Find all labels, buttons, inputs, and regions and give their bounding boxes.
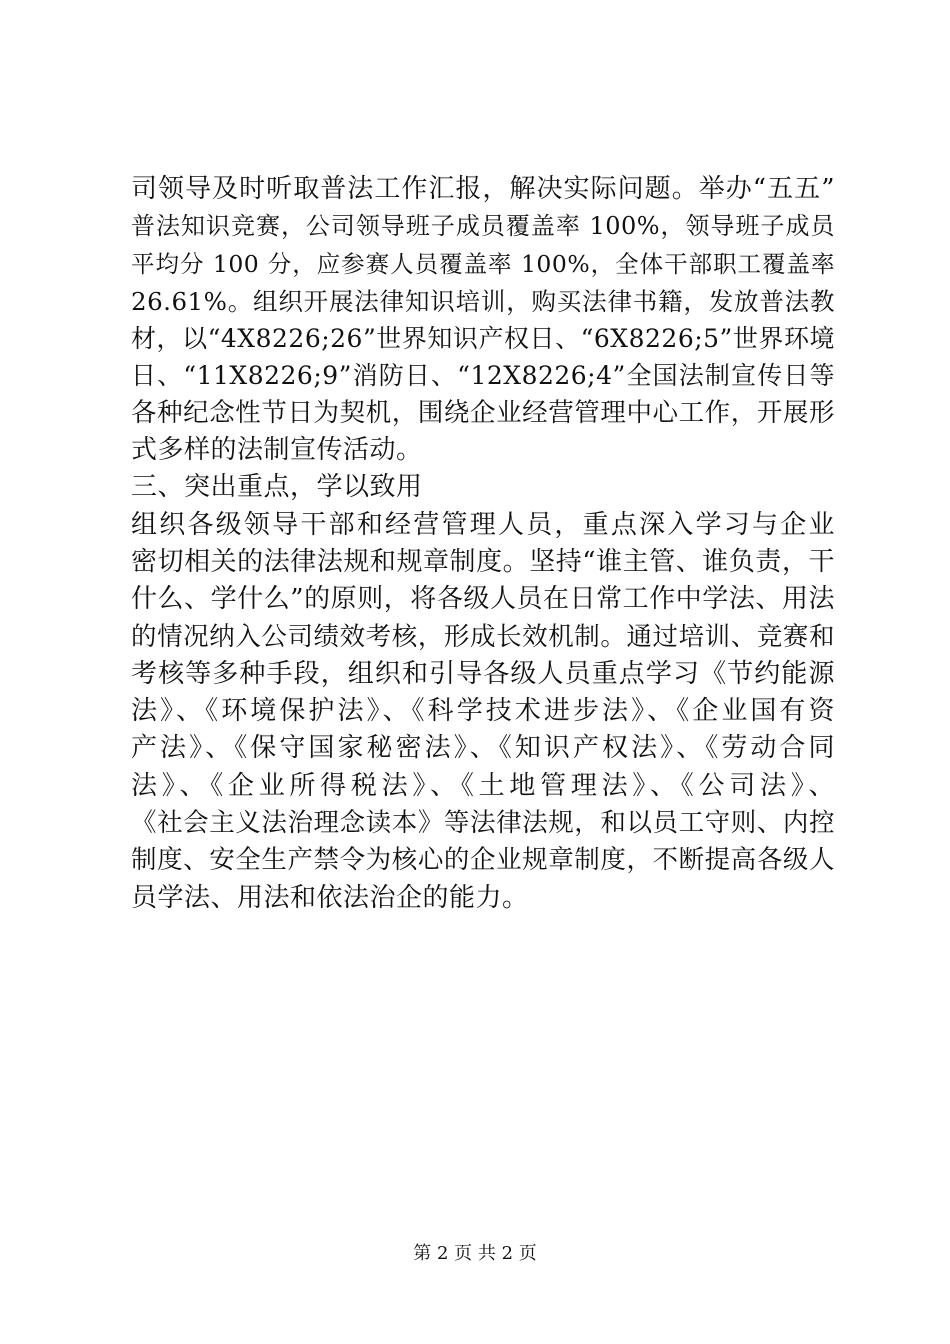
section-heading: 三、突出重点，学以致用 <box>131 472 423 503</box>
text-line: 法》、《企业所得税法》、《土地管理法》、《公司法》、 <box>131 770 835 801</box>
text-line: 考核等多种手段，组织和引导各级人员重点学习《节约能源 <box>131 658 835 689</box>
text-line: 的情况纳入公司绩效考核，形成长效机制。通过培训、竞赛和 <box>131 621 835 652</box>
text-line: 什么、学什么”的原则，将各级人员在日常工作中学法、用法 <box>131 584 835 615</box>
text-line: 密切相关的法律法规和规章制度。坚持“谁主管、谁负责，干 <box>131 546 835 577</box>
text-line: 《社会主义法治理念读本》等法律法规，和以员工守则、内控 <box>131 808 835 839</box>
text-line: 司领导及时听取普法工作汇报，解决实际问题。举办“五五” <box>131 174 835 204</box>
text-line: 平均分 100 分，应参赛人员覆盖率 100%，全体干部职工覆盖率 <box>131 249 835 278</box>
text-line: 各种纪念性节日为契机，围绕企业经营管理中心工作，开展形 <box>131 397 835 428</box>
body-text <box>131 171 835 917</box>
text-line: 法》、《环境保护法》、《科学技术进步法》、《企业国有资 <box>131 696 835 727</box>
text-line: 日、“11X8226;9”消防日、“12X8226;4”全国法制宣传日等 <box>131 361 835 391</box>
text-line: 制度、安全生产禁令为核心的企业规章制度，不断提高各级人 <box>131 845 835 876</box>
text-line: 产法》、《保守国家秘密法》、《知识产权法》、《劳动合同 <box>131 733 835 764</box>
text-line: 式多样的法制宣传活动。 <box>131 435 423 466</box>
text-line: 材，以“4X8226;26”世界知识产权日、“6X8226;5”世界环境 <box>131 324 835 354</box>
text-line: 26.61%。组织开展法律知识培训，购买法律书籍，发放普法教 <box>131 286 835 316</box>
page-number-footer: 第 2 页 共 2 页 <box>413 1243 537 1264</box>
text-line: 组织各级领导干部和经营管理人员，重点深入学习与企业 <box>131 509 835 540</box>
text-line: 员学法、用法和依法治企的能力。 <box>131 882 529 913</box>
text-line: 普法知识竞赛，公司领导班子成员覆盖率 100%，领导班子成员 <box>131 212 835 241</box>
